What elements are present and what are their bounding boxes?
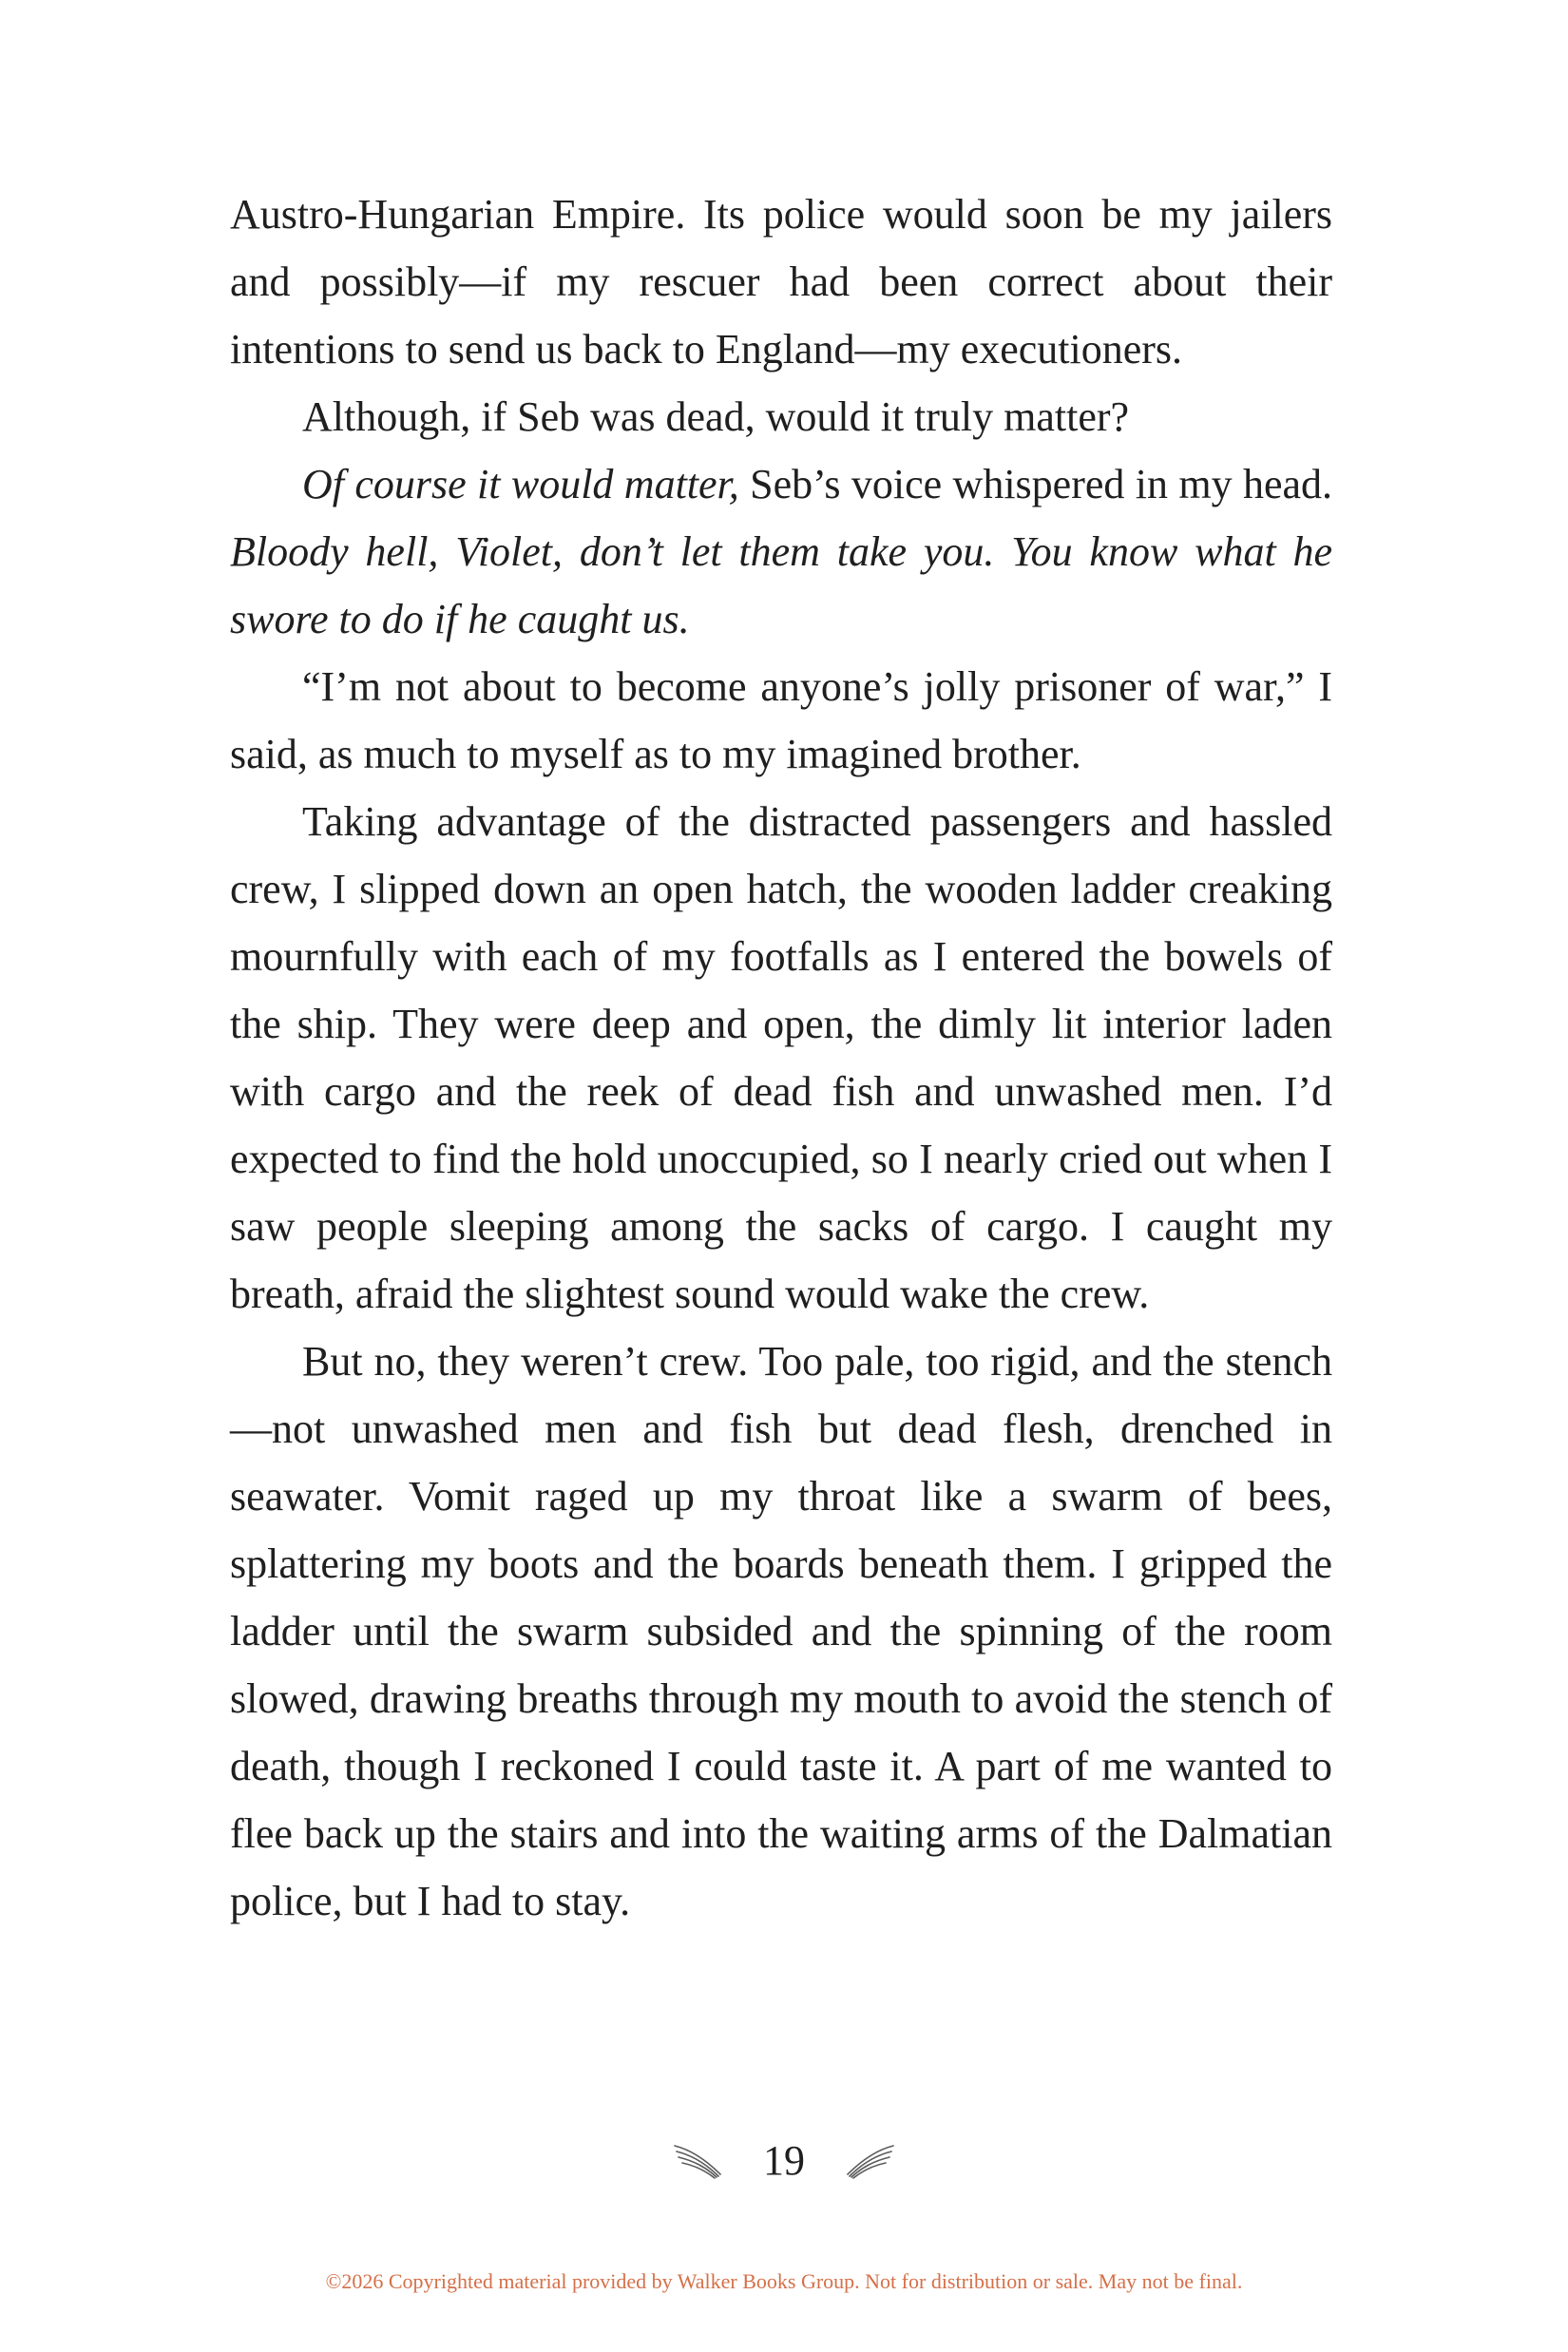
body-text (230, 181, 1332, 1935)
page-number: 19 (763, 2136, 805, 2184)
italic-thought-2: Bloody hell, Violet, don’t let them take you. You know what he swore to do if he caught us. (230, 528, 1332, 642)
page-folio (0, 2129, 1568, 2189)
copyright-notice: ©2026 Copyrighted material provided by Walker Books Group. Not for distribution or sale. May not be final. (325, 2269, 1243, 2293)
wing-flourish-left-icon (673, 2142, 724, 2180)
paragraph-5: Taking advantage of the distracted passengers and hassled crew, I slipped down an open hatch, the wooden ladder creaking mournfully with each of my footfalls as I entered the bowels of the ship. They were deep and open, the dimly lit interior laden with cargo and the reek of dead fish and unwashed men. I’d expected to find the hold unoccupied, so I nearly cried out when I saw people sleeping among the sacks of cargo. I caught my breath, afraid the slightest sound would wake the crew. (230, 798, 1332, 1317)
paragraph-6: But no, they weren’t crew. Too pale, too rigid, and the stench—not unwashed men and fish but dead flesh, drenched in seawater. Vomit raged up my throat like a swarm of bees, splattering my boots and the boards beneath them. I gripped the ladder until the swarm subsided and the spinning of the room slowed, drawing breaths through my mouth to avoid the stench of death, though I reckoned I could taste it. A part of me wanted to flee back up the stairs and into the waiting arms of the Dalmatian police, but I had to stay. (230, 1338, 1332, 1924)
paragraph-3-text: Seb’s voice whispered in my head. (738, 461, 1332, 507)
paragraph-4: “I’m not about to become anyone’s jolly prisoner of war,” I said, as much to myself as to my imagined brother. (230, 663, 1332, 777)
wing-flourish-right-icon (844, 2142, 895, 2180)
paragraph-2: Although, if Seb was dead, would it truly matter? (302, 393, 1130, 440)
paragraph-1: Austro-Hungarian Empire. Its police would soon be my jailers and possibly—if my rescuer had been correct about their intentions to send us back to England—my executioners. (230, 191, 1332, 373)
italic-thought-1: Of course it would matter, (302, 461, 739, 507)
paragraph-3 (230, 450, 1332, 653)
